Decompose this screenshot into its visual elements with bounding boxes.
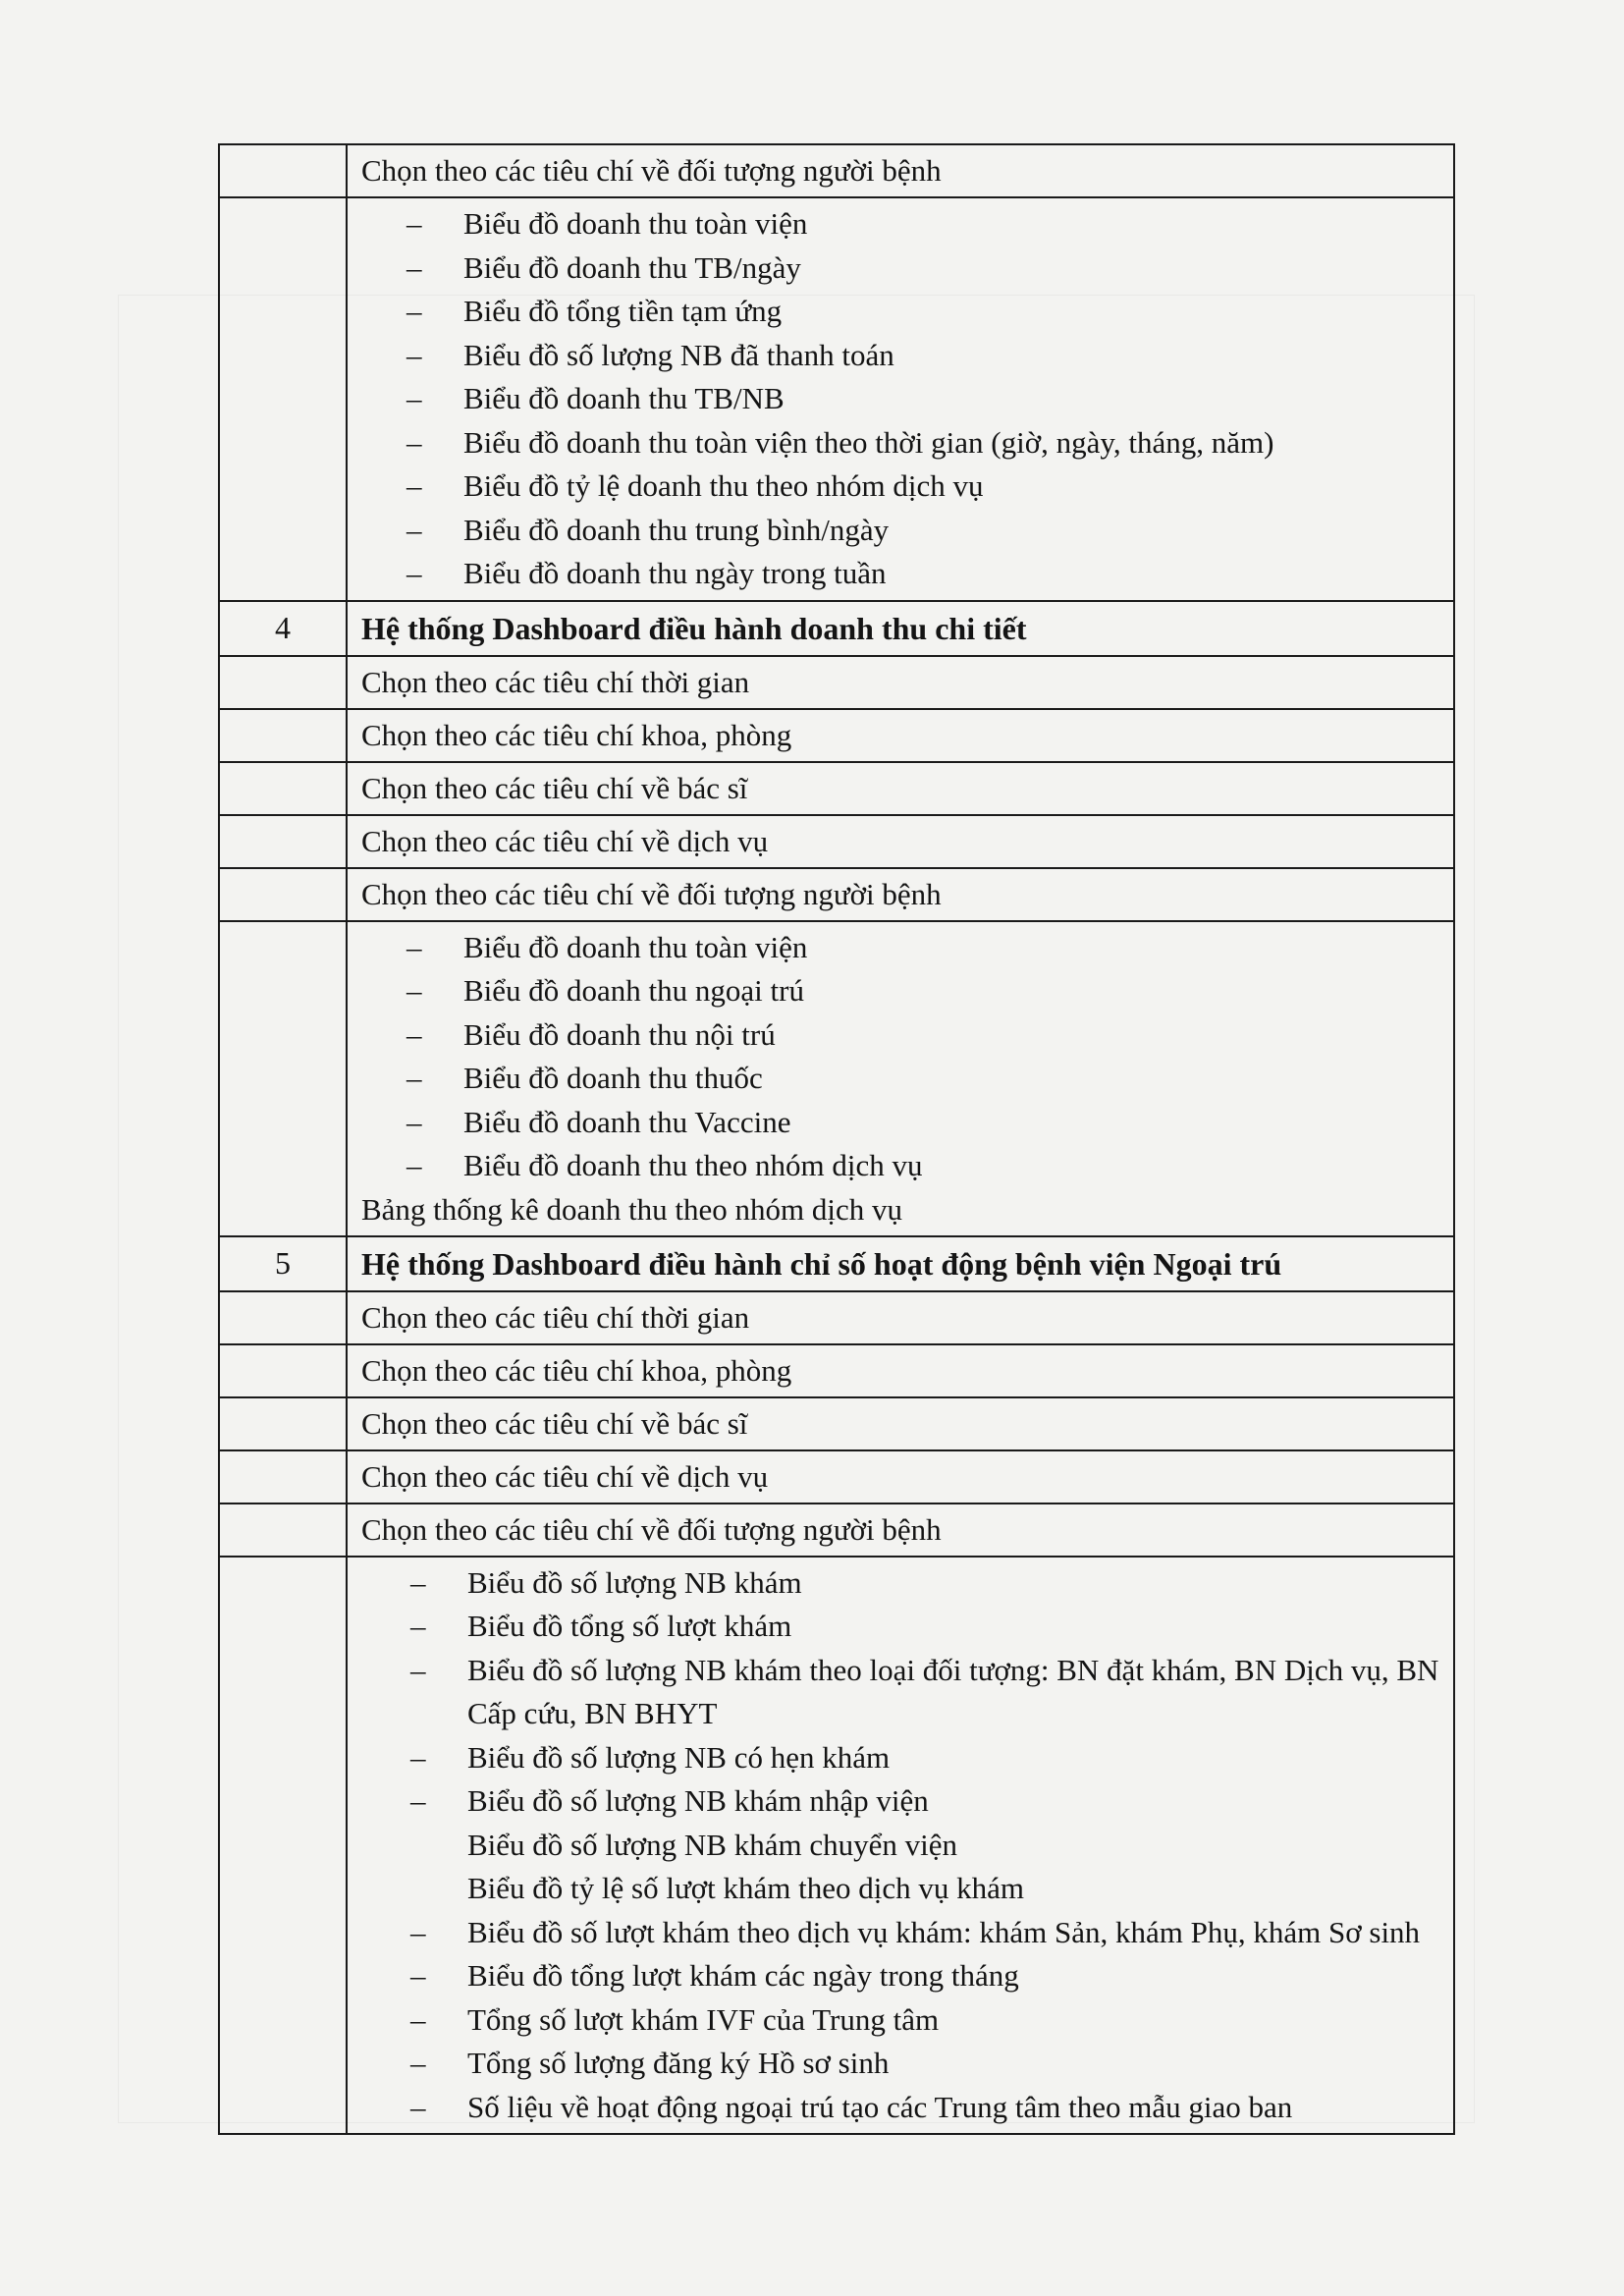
row-number-cell — [219, 656, 347, 709]
row-number-cell — [219, 197, 347, 601]
list-item-text: Biểu đồ doanh thu TB/NB — [463, 381, 785, 415]
list-item-text: Biểu đồ số lượt khám theo dịch vụ khám: khám Sản, khám Phụ, khám Sơ sinh — [467, 1914, 1421, 1949]
criteria-text: Chọn theo các tiêu chí thời gian — [361, 1299, 750, 1335]
list-item-text: Biểu đồ tổng tiền tạm ứng — [463, 294, 783, 328]
list-item-text: Biểu đồ số lượng NB đã thanh toán — [463, 337, 894, 372]
row-number-cell — [219, 709, 347, 762]
row-number-cell — [219, 815, 347, 868]
row-content-cell — [347, 1557, 1454, 2135]
row-content-cell — [347, 1236, 1454, 1291]
list-item-text: Biểu đồ doanh thu toàn viện — [463, 929, 808, 964]
section-title: Hệ thống Dashboard điều hành doanh thu chi tiết — [361, 610, 1027, 646]
dash-bullet: – — [410, 2001, 426, 2037]
list-item-text: Biểu đồ tổng số lượt khám — [467, 1609, 792, 1643]
row-number-cell — [219, 1503, 347, 1557]
row-content-cell — [347, 709, 1454, 762]
row-content-cell — [347, 921, 1454, 1236]
row-content-cell — [347, 144, 1454, 197]
row-content-cell — [347, 868, 1454, 921]
list-item — [361, 1057, 1443, 1101]
dash-bullet: – — [406, 206, 422, 241]
list-item — [365, 2042, 1443, 2086]
list-item — [361, 1013, 1443, 1058]
dash-bullet: – — [410, 2046, 426, 2080]
row-number-cell — [219, 1450, 347, 1503]
dash-bullet: – — [410, 1958, 426, 1993]
function-table — [218, 143, 1455, 2135]
dash-bullet: – — [406, 1104, 422, 1139]
dash-bullet: – — [406, 337, 422, 372]
dash-bullet: – — [410, 1739, 426, 1775]
table-row — [219, 601, 1454, 656]
list-item — [361, 421, 1443, 465]
row-content-cell — [347, 1291, 1454, 1344]
table-row — [219, 815, 1454, 868]
table-row — [219, 144, 1454, 197]
row-number-cell — [219, 1291, 347, 1344]
row-content-cell — [347, 815, 1454, 868]
chart-list — [361, 202, 1443, 596]
criteria-text: Chọn theo các tiêu chí khoa, phòng — [361, 1352, 792, 1388]
criteria-text: Chọn theo các tiêu chí thời gian — [361, 664, 750, 699]
row-number-cell — [219, 1344, 347, 1397]
list-item — [365, 1605, 1443, 1649]
dash-bullet: – — [410, 1914, 426, 1949]
row-number-cell — [219, 601, 347, 656]
row-number-cell — [219, 921, 347, 1236]
list-item — [365, 1954, 1443, 1998]
list-item — [361, 926, 1443, 970]
dash-bullet: – — [410, 1609, 426, 1643]
list-item — [361, 552, 1443, 596]
list-item-text: Biểu đồ doanh thu toàn viện — [463, 206, 808, 241]
list-item-text: Biểu đồ tỷ lệ số lượt khám theo dịch vụ khám — [467, 1871, 1025, 1905]
row-number-cell — [219, 762, 347, 815]
table-row — [219, 1236, 1454, 1291]
list-item — [365, 1779, 1443, 1824]
row-number-cell — [219, 144, 347, 197]
table-row — [219, 709, 1454, 762]
list-item — [365, 1998, 1443, 2043]
list-item-text: Tổng số lượt khám IVF của Trung tâm — [467, 2001, 940, 2037]
list-item-text: Biểu đồ doanh thu ngày trong tuần — [463, 556, 887, 590]
criteria-text: Chọn theo các tiêu chí về đối tượng người bệnh — [361, 876, 942, 911]
dash-bullet: – — [406, 1061, 422, 1095]
list-item — [361, 969, 1443, 1013]
list-item-text: Biểu đồ doanh thu theo nhóm dịch vụ — [463, 1148, 923, 1182]
list-item-text: Biểu đồ số lượng NB khám nhập viện — [467, 1783, 929, 1818]
list-item-text: Biểu đồ tỷ lệ doanh thu theo nhóm dịch vụ — [463, 468, 984, 503]
row-content-cell — [347, 1503, 1454, 1557]
list-item — [361, 1144, 1443, 1188]
list-item — [361, 1101, 1443, 1145]
list-item — [361, 202, 1443, 246]
list-item-text: Biểu đồ doanh thu TB/ngày — [463, 249, 801, 285]
dash-bullet: – — [410, 2089, 426, 2124]
list-item-text: Biểu đồ doanh thu nội trú — [463, 1016, 776, 1052]
list-item — [365, 2086, 1443, 2130]
criteria-text: Chọn theo các tiêu chí về dịch vụ — [361, 1458, 769, 1494]
row-content-cell — [347, 762, 1454, 815]
table-row — [219, 197, 1454, 601]
dash-bullet: – — [406, 1148, 422, 1182]
section-number: 5 — [275, 1245, 291, 1281]
criteria-text: Chọn theo các tiêu chí về bác sĩ — [361, 1405, 748, 1441]
table-row — [219, 868, 1454, 921]
criteria-text: Chọn theo các tiêu chí về bác sĩ — [361, 770, 748, 805]
row-number-cell — [219, 868, 347, 921]
list-item — [361, 377, 1443, 421]
list-item — [365, 1867, 1443, 1911]
list-item-text: Biểu đồ doanh thu thuốc — [463, 1061, 763, 1095]
list-item-text: Biểu đồ số lượng NB có hẹn khám — [467, 1739, 891, 1775]
table-row — [219, 656, 1454, 709]
row-content-cell — [347, 197, 1454, 601]
row-content-cell — [347, 1450, 1454, 1503]
dash-bullet: – — [410, 1783, 426, 1818]
row-number-cell — [219, 1236, 347, 1291]
table-summary-text: Bảng thống kê doanh thu theo nhóm dịch vụ — [361, 1191, 903, 1227]
dash-bullet: – — [410, 1652, 426, 1687]
dash-bullet: – — [406, 556, 422, 590]
table-row — [219, 762, 1454, 815]
dash-bullet: – — [406, 512, 422, 547]
list-item-text: Tổng số lượng đăng ký Hồ sơ sinh — [467, 2046, 890, 2080]
row-content-cell — [347, 1397, 1454, 1450]
list-item-text: Biểu đồ doanh thu Vaccine — [463, 1104, 791, 1139]
list-item — [361, 509, 1443, 553]
row-content-cell — [347, 656, 1454, 709]
dash-bullet: – — [406, 381, 422, 415]
dash-bullet: – — [410, 1564, 426, 1600]
list-item-text: Biểu đồ doanh thu trung bình/ngày — [463, 512, 890, 547]
table-row — [219, 1503, 1454, 1557]
list-item — [361, 290, 1443, 334]
list-item-text: Biểu đồ số lượng NB khám theo loại đối tượng: BN đặt khám, BN Dịch vụ, BN Cấp cứu, BN BHYT — [467, 1652, 1439, 1730]
list-item-text: Biểu đồ số lượng NB khám chuyển viện — [467, 1827, 957, 1862]
dash-bullet: – — [406, 249, 422, 285]
dash-bullet: – — [406, 1016, 422, 1052]
list-item-text: Biểu đồ số lượng NB khám — [467, 1564, 802, 1600]
list-item — [365, 1561, 1443, 1606]
list-item-text: Biểu đồ doanh thu ngoại trú — [463, 973, 804, 1008]
list-item — [361, 465, 1443, 509]
list-item — [361, 246, 1443, 291]
list-item — [365, 1824, 1443, 1868]
criteria-text: Chọn theo các tiêu chí khoa, phòng — [361, 717, 792, 752]
list-item-text: Biểu đồ doanh thu toàn viện theo thời gian (giờ, ngày, tháng, năm) — [463, 424, 1274, 460]
list-item-text: Số liệu về hoạt động ngoại trú tạo các Trung tâm theo mẫu giao ban — [467, 2089, 1293, 2124]
dash-bullet: – — [406, 468, 422, 503]
row-number-cell — [219, 1397, 347, 1450]
criteria-text: Chọn theo các tiêu chí về đối tượng người bệnh — [361, 1511, 942, 1547]
row-number-cell — [219, 1557, 347, 2135]
section-title: Hệ thống Dashboard điều hành chỉ số hoạt động bệnh viện Ngoại trú — [361, 1245, 1282, 1282]
criteria-text: Chọn theo các tiêu chí về đối tượng người bệnh — [361, 153, 942, 188]
table-row — [219, 1450, 1454, 1503]
dash-bullet: – — [406, 294, 422, 328]
dash-bullet: – — [406, 973, 422, 1008]
function-table-body — [219, 144, 1454, 2134]
chart-list — [365, 1561, 1443, 2130]
chart-list — [361, 926, 1443, 1188]
list-item-text: Biểu đồ tổng lượt khám các ngày trong tháng — [467, 1958, 1019, 1993]
list-item — [361, 334, 1443, 378]
dash-bullet: – — [406, 929, 422, 964]
list-item — [365, 1649, 1443, 1736]
table-row — [219, 1397, 1454, 1450]
table-row — [219, 1344, 1454, 1397]
table-row — [219, 1557, 1454, 2135]
dash-bullet: – — [406, 424, 422, 460]
list-item — [365, 1911, 1443, 1955]
list-item — [365, 1736, 1443, 1780]
table-row — [219, 1291, 1454, 1344]
row-content-cell — [347, 1344, 1454, 1397]
table-row — [219, 921, 1454, 1236]
section-number: 4 — [275, 610, 291, 645]
row-content-cell — [347, 601, 1454, 656]
criteria-text: Chọn theo các tiêu chí về dịch vụ — [361, 823, 769, 858]
